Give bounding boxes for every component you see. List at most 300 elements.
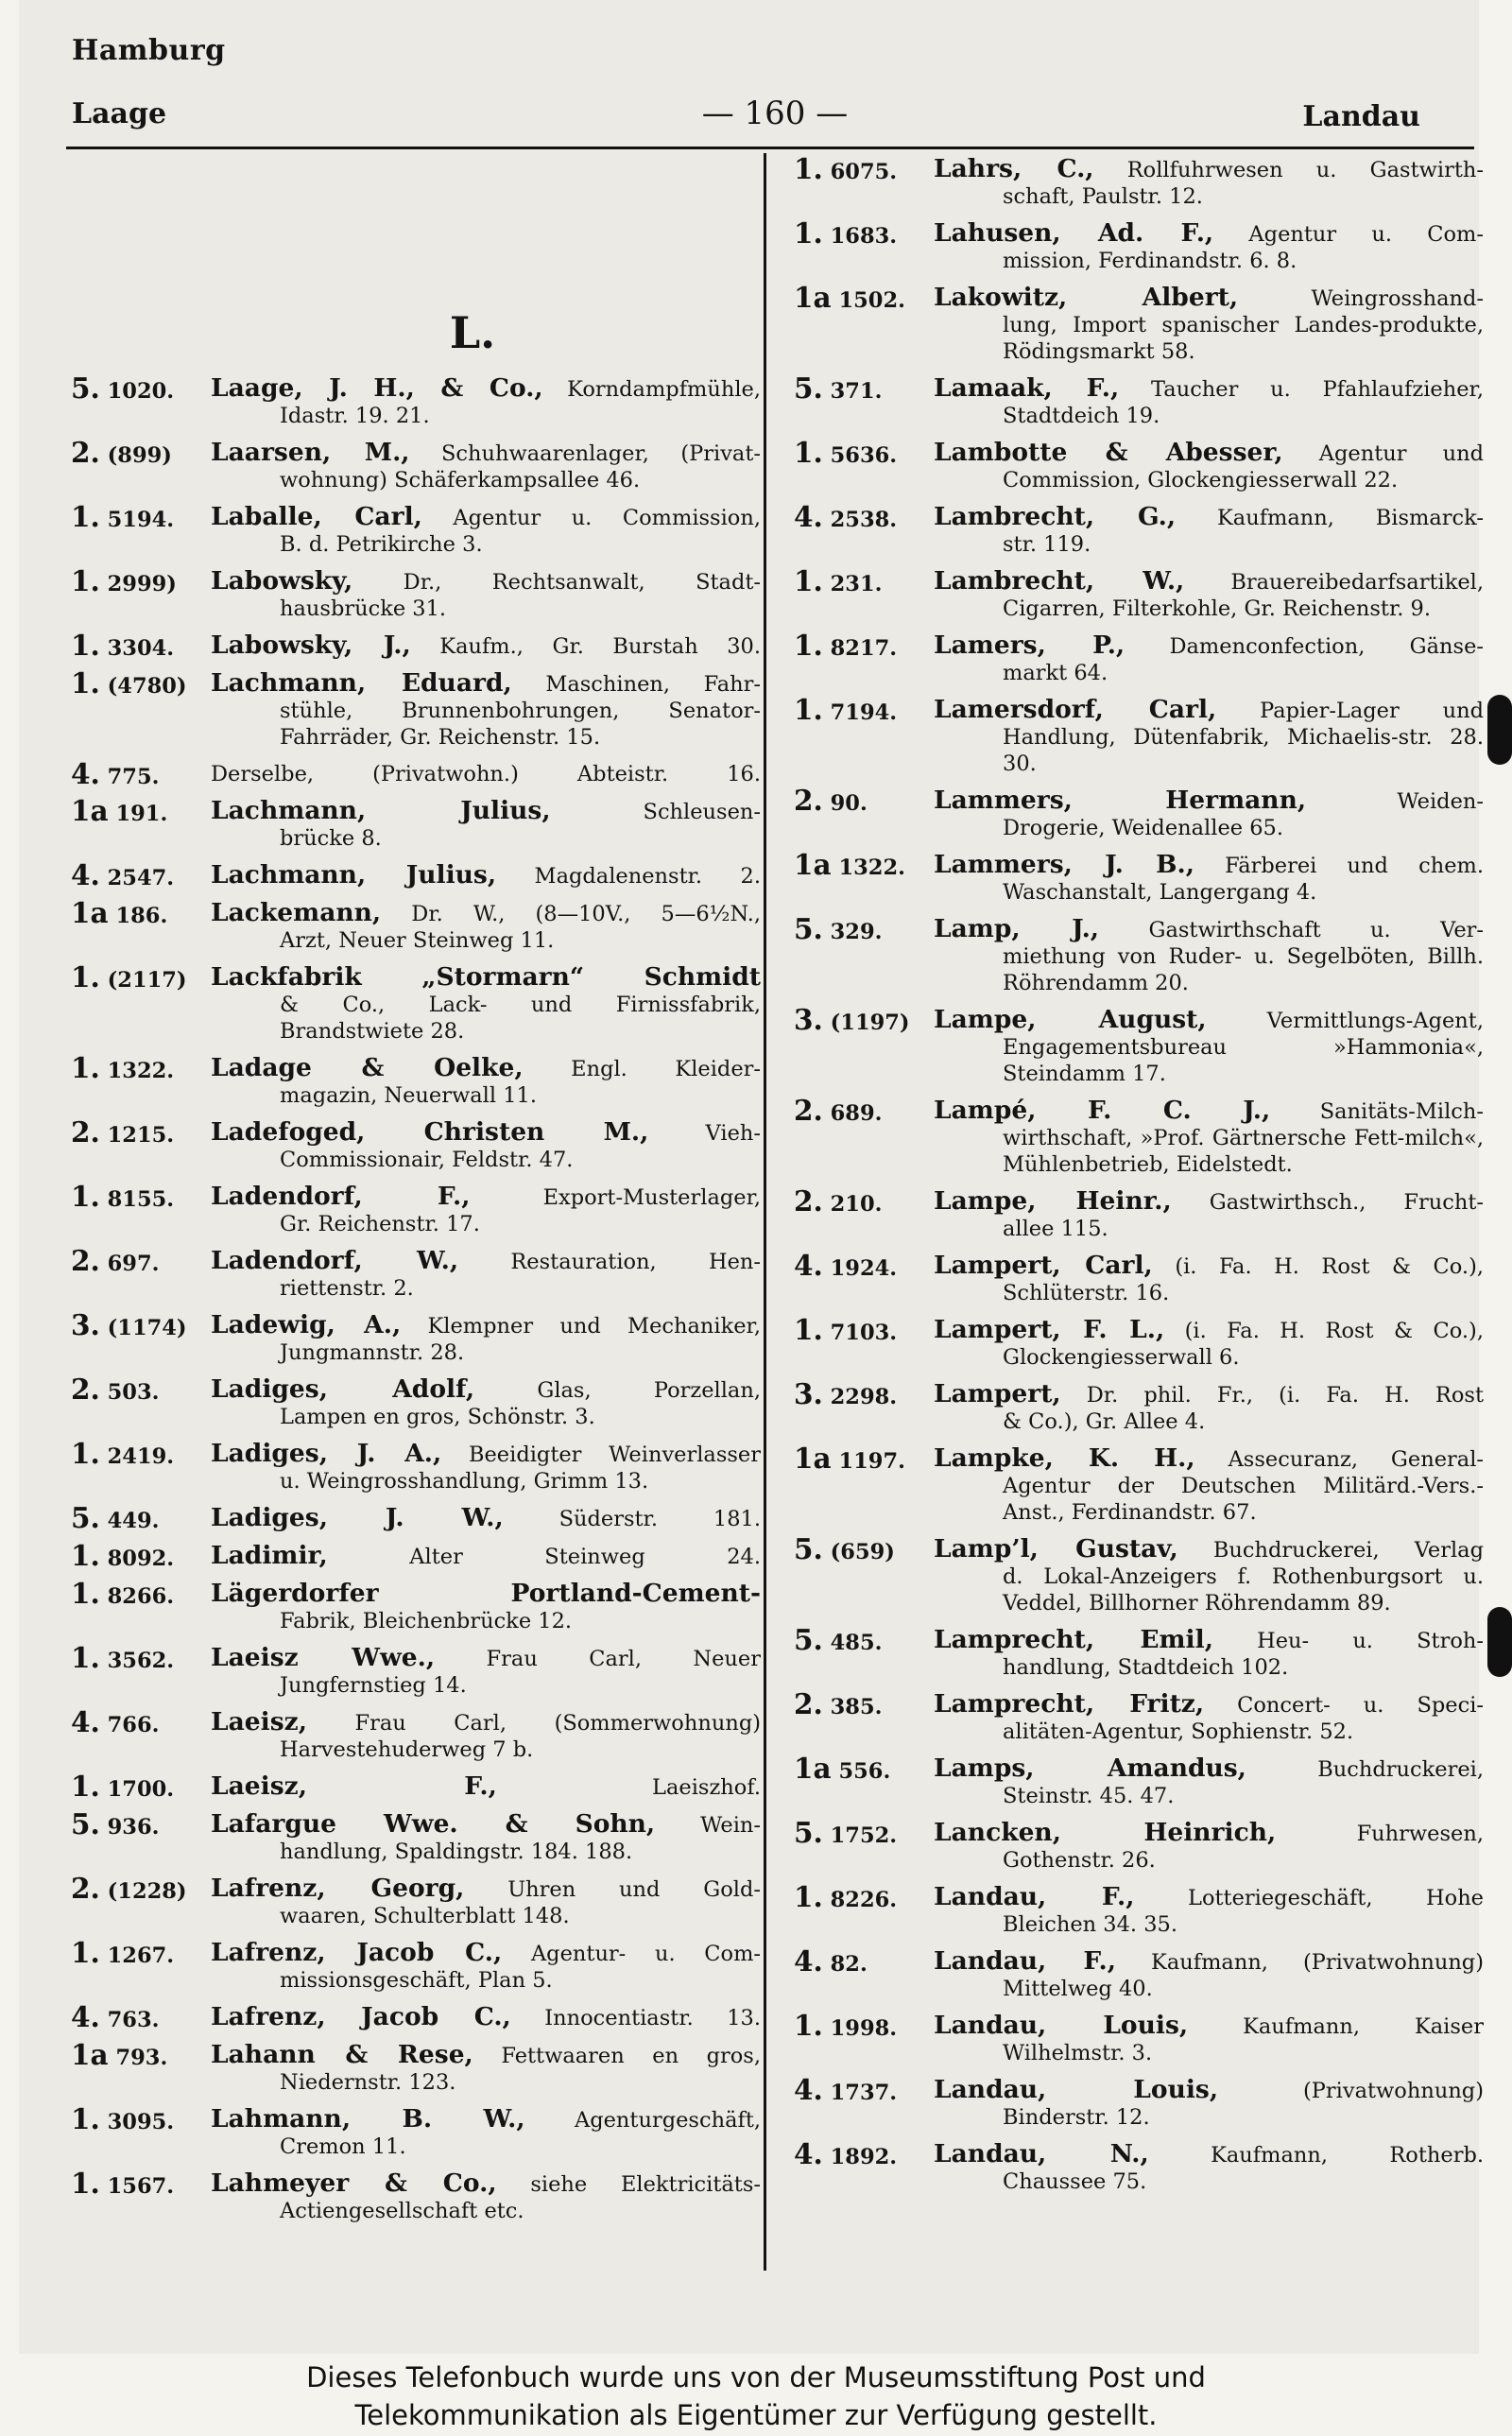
- entry-text: [934, 1691, 1484, 1745]
- entry-text: [934, 440, 1484, 493]
- entry-first-line: [934, 285, 1484, 312]
- directory-entry: [71, 1115, 761, 1173]
- entry-text: [934, 1007, 1484, 1087]
- entry-number: [794, 2073, 934, 2106]
- directory-entry: [794, 2073, 1484, 2131]
- entry-description: Alter Steinweg 24.: [409, 1545, 761, 1569]
- entry-address: Cigarren, Filterkohle, Gr. Reichenstr. 9.: [1003, 596, 1432, 621]
- entry-number: [794, 281, 934, 314]
- subscriber-name: Lambrecht, G.,: [934, 502, 1177, 531]
- exchange-class: 1.: [71, 2167, 100, 2200]
- exchange-class: 1.: [794, 436, 823, 469]
- phone-number: 766.: [107, 1713, 160, 1737]
- phone-number: 231.: [830, 572, 883, 596]
- entry-text: [934, 1097, 1484, 1178]
- entry-number: [794, 500, 934, 533]
- entry-address: & Co.), Gr. Allee 4.: [1003, 1409, 1206, 1434]
- entry-first-line: [211, 1376, 761, 1404]
- directory-entry: [794, 1752, 1484, 1809]
- entry-description: Kaufm., Gr. Burstah 30.: [439, 634, 761, 659]
- entry-first-line: [211, 1645, 761, 1672]
- entry-number: [71, 2038, 211, 2071]
- entry-number: [71, 500, 211, 533]
- entry-text: [211, 632, 761, 660]
- entry-text: [934, 2077, 1484, 2131]
- entry-address: Harvestehuderweg 7 b.: [280, 1737, 534, 1762]
- subscriber-name: Landau, F.,: [934, 1946, 1116, 1976]
- entry-description: Dr., Rechtsanwalt, Stadt-: [403, 570, 761, 595]
- entry-first-line: [934, 1007, 1484, 1034]
- entry-first-line: [211, 1709, 761, 1736]
- entry-text: [211, 1645, 761, 1699]
- entry-first-line: [934, 1188, 1484, 1216]
- exchange-class: 1.: [71, 960, 100, 993]
- entry-description: Schleusen-: [643, 800, 761, 824]
- directory-entry: [71, 666, 761, 751]
- exchange-class: 2.: [71, 1244, 100, 1277]
- entry-description: Gastwirthsch., Frucht-: [1209, 1190, 1484, 1215]
- exchange-class: 1.: [71, 1770, 100, 1803]
- phone-number: 2419.: [107, 1444, 175, 1469]
- subscriber-name: Lamprecht, Emil,: [934, 1625, 1213, 1654]
- entry-first-line: [211, 2106, 761, 2134]
- directory-entry: [71, 1705, 761, 1763]
- entry-number: [71, 1641, 211, 1674]
- entry-address: riettenstr. 2.: [280, 1276, 414, 1301]
- entry-text: [211, 1505, 761, 1532]
- entry-text: [934, 1445, 1484, 1526]
- exchange-class: 1a: [71, 2038, 109, 2071]
- entry-text: [211, 1543, 761, 1570]
- entry-address: Chaussee 75.: [1003, 2169, 1147, 2194]
- entry-number: [794, 2137, 934, 2170]
- subscriber-name: Landau, Louis,: [934, 2011, 1189, 2040]
- entry-description: Agentur und: [1318, 441, 1484, 466]
- phone-number: 697.: [107, 1252, 160, 1276]
- entry-first-line: [934, 2013, 1484, 2040]
- entry-description: Kaufmann, Bismarck-: [1217, 506, 1485, 530]
- entry-address: Mittelweg 40.: [1003, 1977, 1153, 2001]
- directory-entry: [794, 1532, 1484, 1616]
- entry-first-line: [211, 1773, 761, 1801]
- directory-entry: [71, 858, 761, 891]
- exchange-class: 2.: [71, 1872, 100, 1905]
- exchange-class: 1.: [71, 1539, 100, 1572]
- phone-number: 1752.: [830, 1823, 898, 1848]
- entry-first-line: [211, 1055, 761, 1082]
- entry-description: Vieh-: [705, 1121, 761, 1146]
- exchange-class: 4.: [794, 1944, 823, 1978]
- entry-number: [794, 1944, 934, 1978]
- directory-entry: [794, 1880, 1484, 1938]
- entry-number: [794, 2009, 934, 2042]
- entry-description: Heu- u. Stroh-: [1257, 1629, 1484, 1653]
- entry-first-line: [934, 1948, 1484, 1976]
- entry-first-line: [934, 1691, 1484, 1719]
- entry-address: Jungfernstieg 14.: [280, 1673, 467, 1698]
- subscriber-name: Ladiges, Adolf,: [211, 1374, 475, 1404]
- entry-address: d. Lokal-Anzeigers f. Rothenburgsort u. Veddel, Billhorner Röhrendamm 89.: [1003, 1564, 1484, 1615]
- entry-description: Buchdruckerei, Verlag: [1212, 1538, 1484, 1563]
- entry-first-line: [211, 1811, 761, 1839]
- entry-number: [794, 1094, 934, 1127]
- exchange-class: 1.: [71, 2102, 100, 2135]
- directory-entry: [794, 912, 1484, 996]
- exchange-class: 1a: [794, 848, 832, 881]
- entry-address: Steinstr. 45. 47.: [1003, 1784, 1175, 1808]
- entry-first-line: [934, 1253, 1484, 1280]
- exchange-class: 1.: [71, 500, 100, 533]
- footer-line: Telekommunikation als Eigentümer zur Verfügung gestellt.: [354, 2399, 1158, 2431]
- entry-number: [71, 896, 211, 929]
- entry-address: Schlüterstr. 16.: [1003, 1281, 1170, 1305]
- subscriber-name: Lampert, F. L.,: [934, 1315, 1165, 1344]
- entry-text: [934, 1381, 1484, 1435]
- directory-entry: [794, 1816, 1484, 1874]
- entry-first-line: [211, 761, 761, 787]
- phone-number: 1998.: [830, 2016, 898, 2041]
- subscriber-name: Lafrenz, Jacob C.,: [211, 2002, 511, 2031]
- entry-description: Schuhwaarenlager, (Privat-: [441, 441, 761, 466]
- phone-number: 1700.: [107, 1777, 175, 1802]
- entry-number: [794, 216, 934, 250]
- entry-text: [934, 285, 1484, 365]
- entry-first-line: [934, 568, 1484, 596]
- entry-first-line: [934, 2141, 1484, 2168]
- entry-text: [211, 1119, 761, 1173]
- entry-description: Süderstr. 181.: [558, 1507, 761, 1531]
- phone-number: 8092.: [107, 1546, 175, 1571]
- phone-number: 449.: [107, 1509, 160, 1533]
- directory-entry: [71, 500, 761, 558]
- directory-entry: [71, 1180, 762, 1237]
- entry-description: Kaufmann, Kaiser: [1243, 2014, 1484, 2039]
- exchange-class: 3.: [794, 1377, 823, 1410]
- phone-number: 775.: [107, 765, 160, 789]
- phone-number: 556.: [838, 1759, 891, 1784]
- entry-number: [71, 1244, 211, 1277]
- entry-first-line: [934, 1445, 1484, 1473]
- entry-text: [934, 1948, 1484, 2002]
- subscriber-name: Lamp’l, Gustav,: [934, 1534, 1178, 1564]
- exchange-class: 1.: [71, 629, 100, 662]
- exchange-class: 2.: [794, 784, 823, 817]
- entry-description: Gastwirthschaft u. Ver-: [1148, 918, 1484, 942]
- entry-address: Bleichen 34. 35.: [1003, 1912, 1178, 1937]
- directory-entry: [794, 1623, 1484, 1681]
- subscriber-name: Lachmann, Eduard,: [211, 668, 512, 698]
- entry-description: Fuhrwesen,: [1356, 1822, 1484, 1846]
- exchange-class: 1.: [794, 152, 823, 185]
- entry-text: [211, 1376, 761, 1430]
- subscriber-name: Lamps, Amandus,: [934, 1754, 1246, 1783]
- directory-entry: [794, 216, 1484, 274]
- entry-number: [71, 1539, 211, 1572]
- entry-text: [211, 1581, 761, 1634]
- phone-number: 5194.: [107, 508, 175, 532]
- entry-number: [71, 1437, 211, 1470]
- entry-description: Rollfuhrwesen u. Gastwirth-: [1126, 158, 1484, 182]
- binding-ring: [1487, 695, 1512, 765]
- directory-entry: [71, 1373, 761, 1430]
- entry-text: [211, 1248, 761, 1302]
- entry-number: [71, 629, 211, 662]
- entry-address: Gr. Reichenstr. 17.: [280, 1212, 480, 1236]
- entry-first-line: [934, 375, 1484, 403]
- entry-number: [794, 1377, 934, 1410]
- page-number: — 160 —: [701, 95, 849, 132]
- exchange-class: 5.: [794, 1816, 823, 1849]
- entry-description: Buchdruckerei,: [1317, 1757, 1484, 1782]
- entry-address: schaft, Paulstr. 12.: [1003, 184, 1203, 209]
- phone-number: (4780): [107, 674, 187, 699]
- exchange-class: 1a: [794, 1442, 832, 1475]
- entry-first-line: [934, 916, 1484, 943]
- subscriber-name: Lamersdorf, Carl,: [934, 695, 1217, 724]
- exchange-class: 1a: [71, 794, 109, 827]
- phone-number: 6075.: [830, 160, 898, 184]
- right-entry-list: [794, 152, 1485, 2195]
- directory-entry: [71, 1437, 761, 1494]
- exchange-class: 1.: [71, 1180, 100, 1213]
- entry-number: [794, 693, 934, 726]
- entry-description: Beeidigter Weinverlasser: [468, 1443, 761, 1467]
- subscriber-name: Lamaak, F.,: [934, 373, 1120, 403]
- entry-text: [934, 220, 1484, 274]
- phone-number: 371.: [830, 379, 883, 404]
- entry-text: [211, 862, 761, 890]
- phone-number: 329.: [830, 920, 883, 944]
- exchange-class: 2.: [794, 1687, 823, 1720]
- subscriber-name: Lahmann, B. W.,: [211, 2104, 525, 2134]
- subscriber-name: Lambrecht, W.,: [934, 566, 1185, 596]
- directory-entry: [794, 1003, 1484, 1087]
- footer-line: Dieses Telefonbuch wurde uns von der Museumsstiftung Post und: [306, 2361, 1206, 2393]
- directory-entry: [71, 1051, 761, 1109]
- phone-number: (1197): [830, 1011, 910, 1035]
- left-entry-list: [71, 371, 762, 2224]
- phone-number: 1567.: [107, 2174, 175, 2199]
- directory-entry: [71, 1244, 761, 1302]
- entry-first-line: [211, 375, 761, 403]
- phone-number: 503.: [107, 1380, 160, 1405]
- subscriber-name: Lamprecht, Fritz,: [934, 1689, 1205, 1719]
- entry-number: [794, 564, 934, 597]
- subscriber-name: Lachmann, Julius,: [211, 860, 497, 890]
- entry-description: Glas, Porzellan,: [537, 1378, 761, 1403]
- directory-entry: [71, 1641, 761, 1699]
- phone-number: 90.: [830, 791, 868, 816]
- exchange-class: 2.: [794, 1184, 823, 1218]
- phone-number: 2538.: [830, 508, 898, 532]
- phone-number: 2298.: [830, 1385, 898, 1409]
- subscriber-name: Ladiges, J. A.,: [211, 1439, 442, 1468]
- subscriber-name: Laeisz, F.,: [211, 1771, 497, 1801]
- phone-number: 1322.: [838, 855, 905, 880]
- subscriber-name: Lammers, J. B.,: [934, 850, 1194, 879]
- directory-entry: [71, 1872, 761, 1929]
- exchange-class: 4.: [794, 500, 823, 533]
- entry-first-line: [934, 1627, 1484, 1654]
- entry-address: wohnung) Schäferkampsallee 46.: [280, 468, 641, 492]
- entry-description: Kaufmann, Rotherb.: [1211, 2143, 1484, 2168]
- entry-number: [71, 1577, 211, 1610]
- entry-text: [211, 1811, 761, 1865]
- directory-entry: [794, 693, 1484, 777]
- subscriber-name: Lahusen, Ad. F.,: [934, 218, 1214, 248]
- entry-first-line: [934, 852, 1484, 879]
- footer-notice: [0, 2358, 1512, 2434]
- exchange-class: 4.: [71, 757, 100, 790]
- entry-number: [794, 1003, 934, 1036]
- exchange-class: 1a: [794, 1752, 832, 1785]
- phone-number: 763.: [107, 2008, 160, 2032]
- phone-number: 3304.: [107, 636, 175, 661]
- phone-number: 385.: [830, 1695, 883, 1719]
- directory-entry: [794, 784, 1484, 841]
- entry-text: [211, 1441, 761, 1494]
- phone-number: 2999): [107, 572, 177, 596]
- entry-text: [934, 916, 1484, 996]
- entry-first-line: [211, 1940, 761, 1967]
- directory-entry: [71, 2038, 761, 2096]
- entry-text: [934, 787, 1484, 841]
- directory-entry: [794, 1377, 1485, 1435]
- entry-number: [794, 1752, 934, 1785]
- directory-entry: [794, 564, 1484, 622]
- entry-first-line: [211, 900, 761, 927]
- phone-number: 8266.: [107, 1584, 175, 1609]
- entry-number: [71, 2000, 211, 2033]
- entry-number: [71, 2102, 211, 2135]
- phone-number: 191.: [115, 802, 168, 826]
- entry-number: [71, 564, 211, 597]
- subscriber-name: Lampert, Carl,: [934, 1251, 1153, 1280]
- entry-number: [71, 858, 211, 891]
- entry-description: Weingrosshand-: [1311, 286, 1484, 311]
- binding-ring: [1487, 1607, 1512, 1677]
- exchange-class: 2.: [71, 1373, 100, 1406]
- subscriber-name: Lahrs, C.,: [934, 154, 1094, 183]
- exchange-class: 5.: [794, 1623, 823, 1656]
- exchange-class: 1.: [794, 2009, 823, 2042]
- entry-first-line: [211, 1312, 761, 1339]
- subscriber-name: Lägerdorfer Portland-Cement-: [211, 1579, 761, 1608]
- entry-description: Brauereibedarfsartikel,: [1230, 570, 1484, 595]
- subscriber-name: Lambotte & Abesser,: [934, 438, 1283, 467]
- entry-address: Actiengesellschaft etc.: [280, 2199, 524, 2223]
- exchange-class: 1.: [71, 1577, 100, 1610]
- directory-entry: [794, 371, 1484, 429]
- entry-address: Waschanstalt, Langergang 4.: [1003, 880, 1317, 905]
- entry-first-line: [934, 504, 1484, 531]
- subscriber-name: Laeisz,: [211, 1707, 307, 1736]
- subscriber-name: Laarsen, M.,: [211, 438, 410, 467]
- entry-first-line: [211, 1581, 761, 1608]
- entry-text: [211, 440, 761, 493]
- directory-entry: [71, 960, 761, 1045]
- entry-text: [934, 852, 1484, 906]
- entry-text: [934, 1317, 1484, 1371]
- subscriber-name: Lampe, Heinr.,: [934, 1186, 1172, 1216]
- entry-text: [211, 2042, 761, 2096]
- phone-number: 689.: [830, 1101, 883, 1126]
- directory-entry: [794, 436, 1484, 493]
- subscriber-name: Lackemann,: [211, 898, 382, 927]
- entry-first-line: [934, 220, 1484, 248]
- directory-entry: [71, 1577, 761, 1634]
- header-rule: [66, 147, 1474, 149]
- entry-description: Engl. Kleider-: [571, 1057, 761, 1081]
- exchange-class: 3.: [71, 1308, 100, 1341]
- entry-description: Assecuranz, General-: [1228, 1447, 1484, 1472]
- entry-number: [794, 1623, 934, 1656]
- entry-text: [211, 2106, 761, 2160]
- entry-address: hausbrücke 31.: [280, 596, 447, 621]
- subscriber-name: Labowsky, J.,: [211, 631, 411, 660]
- entry-number: [71, 1115, 211, 1149]
- entry-address: lung, Import spanischer Landes-produkte, Rödingsmarkt 58.: [1003, 313, 1484, 364]
- entry-text: [211, 900, 761, 954]
- entry-first-line: [934, 440, 1484, 467]
- entry-number: [71, 1872, 211, 1905]
- phone-number: 485.: [830, 1631, 883, 1655]
- entry-text: [934, 1755, 1484, 1809]
- subscriber-name: Labowsky,: [211, 566, 353, 596]
- exchange-class: 5.: [794, 371, 823, 405]
- exchange-class: 1.: [794, 629, 823, 662]
- entry-description: Weiden-: [1397, 789, 1484, 814]
- entry-first-line: [934, 1820, 1484, 1847]
- entry-address: str. 119.: [1003, 532, 1091, 557]
- entry-address: allee 115.: [1003, 1217, 1108, 1241]
- entry-address: mission, Ferdinandstr. 6. 8.: [1003, 249, 1297, 273]
- entry-first-line: [211, 1119, 761, 1147]
- subscriber-name: Lampe, August,: [934, 1005, 1207, 1034]
- entry-description: Agenturgeschäft,: [574, 2108, 762, 2133]
- entry-description: Agentur- u. Com-: [530, 1942, 762, 1966]
- subscriber-name: Ladage & Oelke,: [211, 1053, 524, 1082]
- entry-number: [71, 1936, 211, 1969]
- directory-entry: [71, 2102, 762, 2160]
- entry-text: [934, 1253, 1484, 1306]
- entry-address: Arzt, Neuer Steinweg 11.: [280, 928, 555, 953]
- entry-number: [794, 371, 934, 405]
- directory-entry: [794, 281, 1484, 365]
- exchange-class: 1.: [794, 216, 823, 250]
- entry-description: Derselbe, (Privatwohn.) Abteistr. 16.: [211, 762, 761, 786]
- subscriber-name: Lackfabrik „Stormarn“ Schmidt: [211, 962, 761, 992]
- subscriber-name: Ladiges, J. W.,: [211, 1503, 504, 1532]
- entry-text: [934, 2013, 1484, 2066]
- entry-text: [934, 568, 1484, 622]
- directory-entry: [71, 2000, 761, 2033]
- subscriber-name: Ladendorf, W.,: [211, 1246, 459, 1275]
- entry-first-line: [211, 2004, 761, 2031]
- phone-number: (659): [830, 1540, 895, 1564]
- directory-entry: [794, 2009, 1484, 2066]
- entry-address: stühle, Brunnenbohrungen, Senator-Fahrräder, Gr. Reichenstr. 15.: [280, 699, 761, 750]
- entry-text: [934, 697, 1484, 777]
- entry-text: [211, 761, 761, 787]
- phone-number: 1683.: [830, 224, 898, 249]
- phone-number: 936.: [107, 1815, 160, 1840]
- phone-number: 1267.: [107, 1944, 175, 1968]
- entry-first-line: [211, 1248, 761, 1275]
- entry-description: Dr. W., (8—10V., 5—6½N.,: [411, 902, 761, 926]
- entry-description: Sanitäts-Milch-: [1319, 1099, 1484, 1124]
- exchange-class: 1.: [794, 564, 823, 597]
